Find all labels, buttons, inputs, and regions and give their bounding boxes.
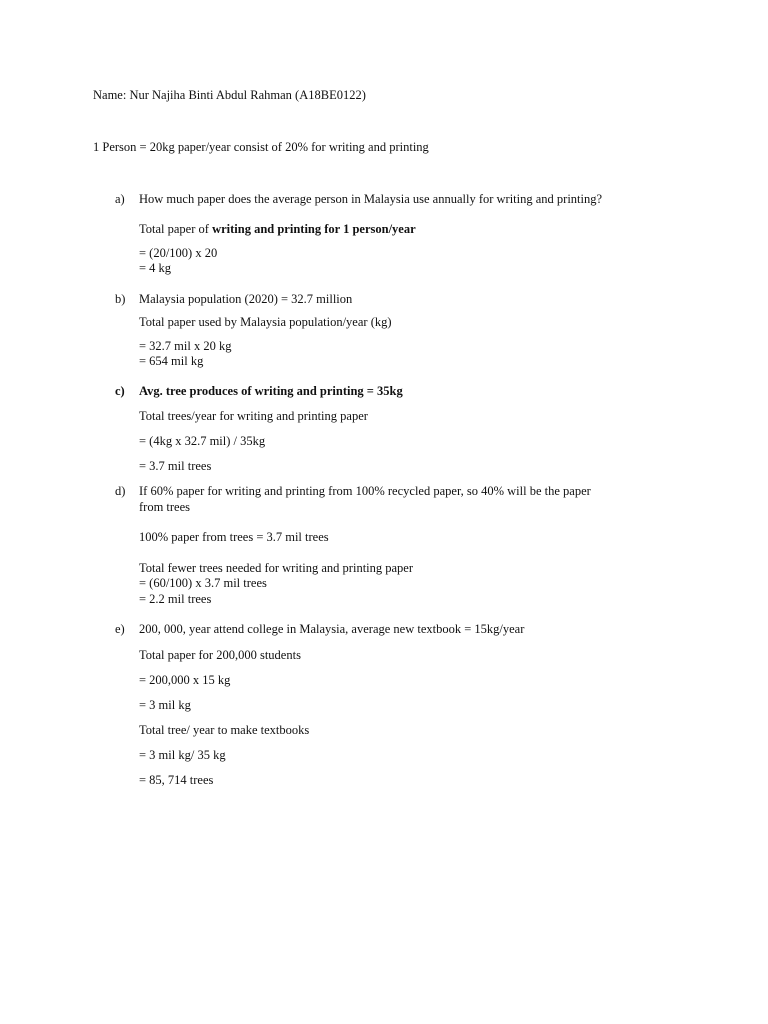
section-a-calc-2: = 4 kg <box>139 261 172 275</box>
section-e-marker: e) <box>115 622 125 636</box>
section-d-marker: d) <box>115 484 126 498</box>
section-a-total-prefix: Total paper of <box>139 222 213 236</box>
section-e-calc-2: = 3 mil kg <box>139 698 191 712</box>
section-d-full-trees: 100% paper from trees = 3.7 mil trees <box>139 530 329 544</box>
section-e-calc-4: = 85, 714 trees <box>139 773 214 787</box>
section-d-question-line-2: from trees <box>139 500 191 514</box>
section-b-marker: b) <box>115 292 126 306</box>
section-c-total-label: Total trees/year for writing and printing paper <box>139 409 368 423</box>
section-e-total-2-label: Total tree/ year to make textbooks <box>139 723 310 737</box>
section-a-calc-1: = (20/100) x 20 <box>139 246 218 260</box>
section-e-total-label: Total paper for 200,000 students <box>139 648 301 662</box>
section-e-question: 200, 000, year attend college in Malaysia, average new textbook = 15kg/year <box>139 622 525 636</box>
section-d-total-label: Total fewer trees needed for writing and printing paper <box>139 561 414 575</box>
section-a-total-bold: writing and printing for 1 person/year <box>212 222 416 236</box>
section-c-marker: c) <box>115 384 125 398</box>
section-d-calc-2: = 2.2 mil trees <box>139 592 212 606</box>
section-c-question: Avg. tree produces of writing and printing = 35kg <box>139 384 403 398</box>
section-d-question-line-1: If 60% paper for writing and printing from 100% recycled paper, so 40% will be the paper <box>139 484 591 498</box>
section-c-calc-2: = 3.7 mil trees <box>139 459 212 473</box>
intro-statement: 1 Person = 20kg paper/year consist of 20% for writing and printing <box>93 140 429 154</box>
section-d-calc-1: = (60/100) x 3.7 mil trees <box>139 576 267 590</box>
section-b-question: Malaysia population (2020) = 32.7 million <box>139 292 353 306</box>
student-name-line: Name: Nur Najiha Binti Abdul Rahman (A18BE0122) <box>93 88 366 102</box>
section-e-calc-3: = 3 mil kg/ 35 kg <box>139 748 226 762</box>
section-b-calc-1: = 32.7 mil x 20 kg <box>139 339 232 353</box>
section-a-question: How much paper does the average person in Malaysia use annually for writing and printing? <box>139 192 603 206</box>
section-b-calc-2: = 654 mil kg <box>139 354 204 368</box>
section-a-marker: a) <box>115 192 125 206</box>
section-b-total-label: Total paper used by Malaysia population/year (kg) <box>139 315 392 329</box>
section-a-total-label <box>139 222 416 237</box>
section-c-calc-1: = (4kg x 32.7 mil) / 35kg <box>139 434 266 448</box>
section-e-calc-1: = 200,000 x 15 kg <box>139 673 231 687</box>
